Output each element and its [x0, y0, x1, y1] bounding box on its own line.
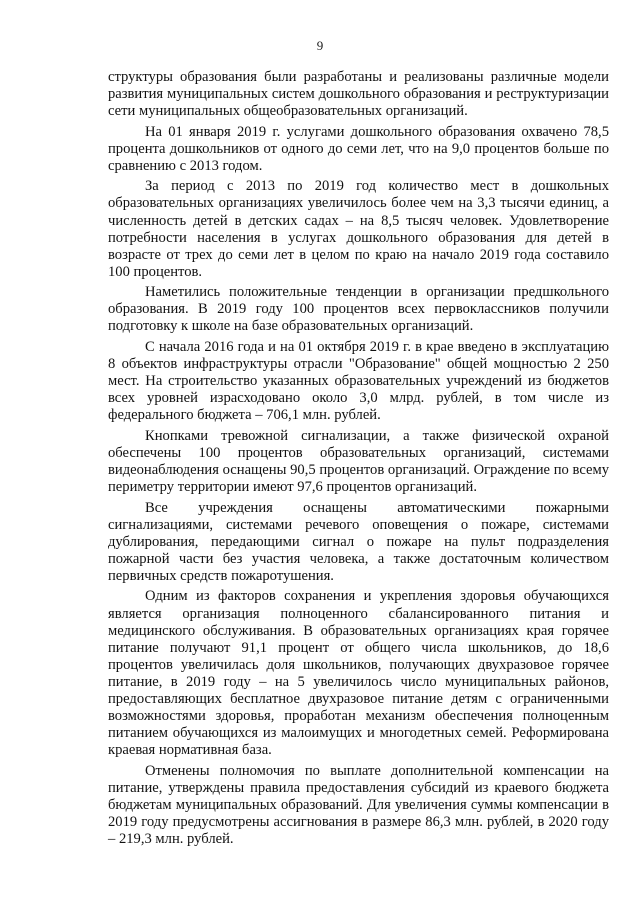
paragraph-continuation: структуры образования были разработаны и реализованы различные модели развития муниципальных систем дошкольного образования и реструктуризации сети муниципальных общеобразовательных организаций. [108, 69, 609, 120]
paragraph-compensation: Отменены полномочия по выплате дополнительной компенсации на питание, утверждены правила предоставления субсидий из краевого бюджета бюджетам муниципальных образований. Для увеличения суммы компенсации в 2019 году предусмотрены ассигнования в размере 86,3 млн. рублей, в 2020 году – 219,3 млн. рублей. [108, 762, 609, 848]
paragraph-security: Кнопками тревожной сигнализации, а также физической охраной обеспечены 100 процентов образовательных организаций, системами видеонаблюдения оснащены 90,5 процентов организаций. Ограждение по всему периметру территории имеют 97,6 процентов организаций. [108, 427, 609, 496]
paragraph-nutrition: Одним из факторов сохранения и укрепления здоровья обучающихся является организация полноценного сбалансированного питания и медицинского обслуживания. В образовательных организациях края горячее питание получают 91,1 процент от общего числа школьников, до 18,6 процентов увеличилась доля школьников, получающих двухразовое горячее питание, в 2019 году – на 5 увеличилось число муниципальных районов, предоставляющих бесплатное двухразовое питание детям с ограниченными возможностями здоровья, проработан механизм обеспечения полноценным питанием обучающихся из малоимущих и многодетных семей. Реформирована краевая нормативная база. [108, 588, 609, 759]
page-number: 9 [316, 38, 324, 53]
paragraph-preschool-coverage: На 01 января 2019 г. услугами дошкольного образования охвачено 78,5 процента дошкольников от одного до семи лет, что на 9,0 процентов больше по сравнению с 2013 годом. [108, 123, 609, 174]
paragraph-infrastructure: С начала 2016 года и на 01 октября 2019 г. в крае введено в эксплуатацию 8 объектов инфраструктуры отрасли "Образование" общей мощностью 2 250 мест. На строительство указанных образовательных учреждений из бюджетов всех уровней израсходовано около 3,0 млрд. рублей, в том числе из федерального бюджета – 706,1 млн. рублей. [108, 338, 609, 424]
paragraph-preschool-places: За период с 2013 по 2019 год количество мест в дошкольных образовательных организациях увеличилось более чем на 3,3 тысячи единиц, а численность детей в детских садах – на 8,5 тысяч человек. Удовлетворение потребности населения в услугах дошкольного образования для детей в возрасте от трех до семи лет в целом по краю на начало 2019 года составило 100 процентов. [108, 178, 609, 280]
paragraph-preschool-trends: Наметились положительные тенденции в организации предшкольного образования. В 2019 году 100 процентов всех первоклассников получили подготовку к школе на базе образовательных организаций. [108, 284, 609, 335]
paragraph-fire-safety: Все учреждения оснащены автоматическими пожарными сигнализациями, системами речевого оповещения о пожаре, системами дублирования, передающими сигнал о пожаре на пульт подразделения пожарной части без участия человека, а также достаточным количеством первичных средств пожаротушения. [108, 499, 609, 584]
document-body [108, 69, 609, 852]
